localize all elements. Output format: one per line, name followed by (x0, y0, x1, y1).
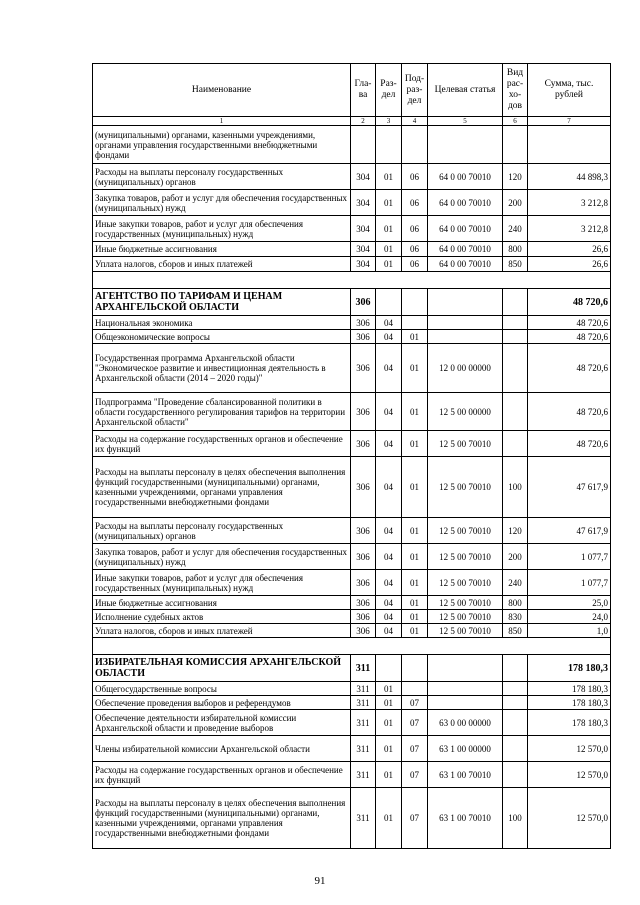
cell-subsection: 07 (402, 788, 428, 849)
cell-subsection: 01 (402, 624, 428, 638)
table-row (93, 242, 611, 257)
cell-expense-type: 800 (503, 242, 528, 257)
cell-chapter: 306 (351, 596, 376, 610)
table-row (93, 610, 611, 624)
col-number: 6 (503, 117, 528, 126)
table-row (93, 316, 611, 330)
cell-section: 01 (376, 762, 402, 788)
cell-target: 12 5 00 70010 (428, 544, 503, 570)
cell-section: 04 (376, 344, 402, 393)
cell-subsection: 06 (402, 257, 428, 272)
cell-section: 04 (376, 610, 402, 624)
cell-expense-type (503, 682, 528, 696)
table-row (93, 624, 611, 638)
cell-name: Обеспечение проведения выборов и референдумов (93, 696, 351, 710)
cell-section: 01 (376, 710, 402, 736)
cell-target (428, 289, 503, 316)
table-row (93, 190, 611, 216)
cell-name: Исполнение судебных актов (93, 610, 351, 624)
cell-amount: 44 898,3 (528, 164, 611, 190)
cell-subsection: 01 (402, 518, 428, 544)
header-section: Раз-дел (376, 64, 402, 117)
cell-section: 01 (376, 788, 402, 849)
cell-chapter: 306 (351, 344, 376, 393)
cell-chapter: 311 (351, 736, 376, 762)
cell-expense-type: 100 (503, 788, 528, 849)
cell-section: 01 (376, 682, 402, 696)
cell-chapter: 304 (351, 257, 376, 272)
table-row (93, 570, 611, 596)
cell-name: Расходы на выплаты персоналу в целях обеспечения выполнения функций государственными (муниципальными) органами, казенными учреждениями, органами управления государственными внебюджетными фондами (93, 788, 351, 849)
cell-amount: 24,0 (528, 610, 611, 624)
cell-subsection: 01 (402, 457, 428, 518)
cell-amount: 47 617,9 (528, 457, 611, 518)
cell-expense-type (503, 126, 528, 164)
table-row (93, 393, 611, 431)
cell-subsection (402, 655, 428, 682)
table-row (93, 216, 611, 242)
table-row (93, 518, 611, 544)
cell-expense-type: 200 (503, 544, 528, 570)
header-name: Наименование (93, 64, 351, 117)
agency-row (93, 289, 611, 316)
cell-section: 01 (376, 190, 402, 216)
cell-amount: 47 617,9 (528, 518, 611, 544)
cell-amount: 48 720,6 (528, 316, 611, 330)
cell-amount: 1 077,7 (528, 544, 611, 570)
table-row (93, 330, 611, 344)
cell-name: Закупка товаров, работ и услуг для обеспечения государственных (муниципальных) нужд (93, 190, 351, 216)
header-expense-type: Вид рас-хо-дов (503, 64, 528, 117)
cell-chapter: 311 (351, 682, 376, 696)
cell-target: 63 0 00 00000 (428, 710, 503, 736)
cell-amount: 3 212,8 (528, 190, 611, 216)
table-row (93, 126, 611, 164)
cell-section (376, 126, 402, 164)
cell-target: 12 5 00 70010 (428, 596, 503, 610)
cell-target: 12 5 00 70010 (428, 610, 503, 624)
column-number-row (93, 117, 611, 126)
cell-target: 12 5 00 70010 (428, 457, 503, 518)
col-number: 3 (376, 117, 402, 126)
cell-section: 04 (376, 316, 402, 330)
cell-section: 01 (376, 257, 402, 272)
cell-expense-type (503, 344, 528, 393)
cell-name: Расходы на выплаты персоналу государственных (муниципальных) органов (93, 164, 351, 190)
cell-amount: 48 720,6 (528, 431, 611, 457)
cell-target (428, 682, 503, 696)
cell-subsection (402, 289, 428, 316)
cell-target (428, 330, 503, 344)
cell-expense-type (503, 431, 528, 457)
table-row (93, 257, 611, 272)
cell-expense-type (503, 655, 528, 682)
col-number: 5 (428, 117, 503, 126)
col-number: 1 (93, 117, 351, 126)
page-number: 91 (314, 875, 326, 887)
cell-section: 04 (376, 570, 402, 596)
cell-section: 01 (376, 164, 402, 190)
cell-expense-type (503, 696, 528, 710)
cell-chapter: 306 (351, 457, 376, 518)
cell-chapter: 304 (351, 242, 376, 257)
cell-subsection: 06 (402, 190, 428, 216)
cell-amount: 12 570,0 (528, 736, 611, 762)
cell-amount: 26,6 (528, 242, 611, 257)
header-amount: Сумма, тыс. рублей (528, 64, 611, 117)
cell-expense-type (503, 289, 528, 316)
cell-section: 01 (376, 242, 402, 257)
cell-name: Подпрограмма "Проведение сбалансированной политики в области государственного регулирования тарифов на территории Архангельской области" (93, 393, 351, 431)
cell-target: 12 5 00 00000 (428, 393, 503, 431)
cell-expense-type: 850 (503, 257, 528, 272)
spacer-row (93, 638, 611, 655)
cell-name: Общеэкономические вопросы (93, 330, 351, 344)
cell-target: 64 0 00 70010 (428, 242, 503, 257)
table-row (93, 682, 611, 696)
cell-expense-type (503, 710, 528, 736)
cell-chapter: 306 (351, 289, 376, 316)
cell-chapter: 304 (351, 190, 376, 216)
cell-name: Иные бюджетные ассигнования (93, 242, 351, 257)
cell-amount: 178 180,3 (528, 682, 611, 696)
table-row (93, 431, 611, 457)
cell-amount (528, 126, 611, 164)
spacer-row (93, 272, 611, 289)
cell-chapter: 304 (351, 164, 376, 190)
cell-section: 01 (376, 216, 402, 242)
cell-section (376, 655, 402, 682)
table-row (93, 344, 611, 393)
table-row (93, 696, 611, 710)
cell-chapter: 306 (351, 431, 376, 457)
cell-name: ИЗБИРАТЕЛЬНАЯ КОМИССИЯ АРХАНГЕЛЬСКОЙ ОБЛАСТИ (93, 655, 351, 682)
cell-section: 01 (376, 736, 402, 762)
cell-subsection: 07 (402, 696, 428, 710)
table-row (93, 596, 611, 610)
cell-section: 04 (376, 596, 402, 610)
cell-expense-type: 240 (503, 570, 528, 596)
header-subsection: Под-раз-дел (402, 64, 428, 117)
cell-chapter: 306 (351, 518, 376, 544)
cell-subsection (402, 316, 428, 330)
col-number: 2 (351, 117, 376, 126)
cell-amount: 1 077,7 (528, 570, 611, 596)
cell-chapter (351, 126, 376, 164)
cell-amount: 25,0 (528, 596, 611, 610)
cell-section: 04 (376, 457, 402, 518)
cell-section: 04 (376, 518, 402, 544)
cell-target: 12 5 00 70010 (428, 570, 503, 596)
table-body (93, 126, 611, 849)
cell-subsection: 01 (402, 393, 428, 431)
cell-name: Иные бюджетные ассигнования (93, 596, 351, 610)
cell-section: 04 (376, 544, 402, 570)
header-chapter: Гла-ва (351, 64, 376, 117)
cell-subsection: 01 (402, 330, 428, 344)
header-target: Целевая статья (428, 64, 503, 117)
cell-amount: 178 180,3 (528, 710, 611, 736)
cell-chapter: 311 (351, 788, 376, 849)
col-number: 4 (402, 117, 428, 126)
cell-subsection: 07 (402, 762, 428, 788)
cell-chapter: 306 (351, 544, 376, 570)
cell-name: Иные закупки товаров, работ и услуг для обеспечения государственных (муниципальных) нужд (93, 570, 351, 596)
cell-expense-type (503, 736, 528, 762)
cell-name: АГЕНТСТВО ПО ТАРИФАМ И ЦЕНАМ АРХАНГЕЛЬСКОЙ ОБЛАСТИ (93, 289, 351, 316)
cell-chapter: 306 (351, 570, 376, 596)
cell-chapter: 306 (351, 316, 376, 330)
budget-table (92, 63, 611, 849)
cell-target (428, 696, 503, 710)
spacer-cell (93, 638, 611, 655)
cell-amount: 26,6 (528, 257, 611, 272)
agency-row (93, 655, 611, 682)
cell-subsection: 06 (402, 216, 428, 242)
cell-amount: 1,0 (528, 624, 611, 638)
cell-name: Обеспечение деятельности избирательной комиссии Архангельской области и проведение выборов (93, 710, 351, 736)
cell-expense-type: 120 (503, 164, 528, 190)
cell-chapter: 311 (351, 762, 376, 788)
cell-target (428, 655, 503, 682)
cell-amount: 12 570,0 (528, 762, 611, 788)
cell-target: 12 5 00 70010 (428, 624, 503, 638)
budget-sheet (92, 63, 610, 849)
cell-amount: 48 720,6 (528, 344, 611, 393)
cell-expense-type (503, 316, 528, 330)
cell-name: Общегосударственные вопросы (93, 682, 351, 696)
cell-target: 12 5 00 70010 (428, 431, 503, 457)
cell-expense-type (503, 762, 528, 788)
cell-amount: 3 212,8 (528, 216, 611, 242)
cell-chapter: 311 (351, 710, 376, 736)
cell-subsection: 01 (402, 431, 428, 457)
cell-subsection: 01 (402, 610, 428, 624)
cell-name: Уплата налогов, сборов и иных платежей (93, 624, 351, 638)
cell-target: 63 1 00 70010 (428, 762, 503, 788)
cell-section: 04 (376, 330, 402, 344)
cell-expense-type (503, 330, 528, 344)
cell-section: 04 (376, 431, 402, 457)
cell-expense-type: 240 (503, 216, 528, 242)
cell-subsection: 06 (402, 242, 428, 257)
cell-section: 01 (376, 696, 402, 710)
cell-name: (муниципальными) органами, казенными учреждениями, органами управления государственными внебюджетными фондами (93, 126, 351, 164)
cell-chapter: 304 (351, 216, 376, 242)
cell-name: Иные закупки товаров, работ и услуг для обеспечения государственных (муниципальных) нужд (93, 216, 351, 242)
cell-section: 04 (376, 393, 402, 431)
cell-chapter: 306 (351, 610, 376, 624)
cell-amount: 12 570,0 (528, 788, 611, 849)
cell-subsection: 01 (402, 544, 428, 570)
cell-target: 64 0 00 70010 (428, 164, 503, 190)
cell-target (428, 316, 503, 330)
cell-subsection: 01 (402, 344, 428, 393)
table-row (93, 164, 611, 190)
cell-chapter: 311 (351, 696, 376, 710)
cell-name: Уплата налогов, сборов и иных платежей (93, 257, 351, 272)
cell-name: Национальная экономика (93, 316, 351, 330)
cell-subsection (402, 126, 428, 164)
cell-name: Члены избирательной комиссии Архангельской области (93, 736, 351, 762)
cell-expense-type: 200 (503, 190, 528, 216)
cell-name: Расходы на выплаты персоналу в целях обеспечения выполнения функций государственными (муниципальными) органами, казенными учреждениями, органами управления государственными внебюджетными фондами (93, 457, 351, 518)
cell-chapter: 306 (351, 393, 376, 431)
cell-amount: 48 720,6 (528, 393, 611, 431)
cell-section (376, 289, 402, 316)
cell-expense-type: 830 (503, 610, 528, 624)
cell-expense-type: 850 (503, 624, 528, 638)
cell-amount: 48 720,6 (528, 330, 611, 344)
cell-expense-type (503, 393, 528, 431)
cell-name: Закупка товаров, работ и услуг для обеспечения государственных (муниципальных) нужд (93, 544, 351, 570)
table-row (93, 457, 611, 518)
cell-name: Государственная программа Архангельской области "Экономическое развитие и инвестиционная деятельность в Архангельской области (2014 – 2020 годы)" (93, 344, 351, 393)
cell-target: 64 0 00 70010 (428, 216, 503, 242)
table-row (93, 544, 611, 570)
cell-target: 12 0 00 00000 (428, 344, 503, 393)
cell-subsection: 01 (402, 570, 428, 596)
col-number: 7 (528, 117, 611, 126)
cell-amount: 178 180,3 (528, 696, 611, 710)
cell-expense-type: 800 (503, 596, 528, 610)
table-row (93, 762, 611, 788)
cell-target: 64 0 00 70010 (428, 190, 503, 216)
cell-amount: 178 180,3 (528, 655, 611, 682)
cell-name: Расходы на содержание государственных органов и обеспечение их функций (93, 762, 351, 788)
cell-subsection: 07 (402, 736, 428, 762)
cell-name: Расходы на выплаты персоналу государственных (муниципальных) органов (93, 518, 351, 544)
cell-chapter: 311 (351, 655, 376, 682)
cell-target: 12 5 00 70010 (428, 518, 503, 544)
cell-section: 04 (376, 624, 402, 638)
table-row (93, 736, 611, 762)
cell-target: 64 0 00 70010 (428, 257, 503, 272)
cell-amount: 48 720,6 (528, 289, 611, 316)
cell-target: 63 1 00 70010 (428, 788, 503, 849)
cell-subsection (402, 682, 428, 696)
cell-subsection: 07 (402, 710, 428, 736)
cell-subsection: 06 (402, 164, 428, 190)
cell-chapter: 306 (351, 624, 376, 638)
cell-expense-type: 120 (503, 518, 528, 544)
cell-name: Расходы на содержание государственных органов и обеспечение их функций (93, 431, 351, 457)
table-row (93, 788, 611, 849)
cell-expense-type: 100 (503, 457, 528, 518)
table-header-row (93, 64, 611, 117)
cell-target: 63 1 00 00000 (428, 736, 503, 762)
table-row (93, 710, 611, 736)
cell-target (428, 126, 503, 164)
spacer-cell (93, 272, 611, 289)
cell-chapter: 306 (351, 330, 376, 344)
cell-subsection: 01 (402, 596, 428, 610)
